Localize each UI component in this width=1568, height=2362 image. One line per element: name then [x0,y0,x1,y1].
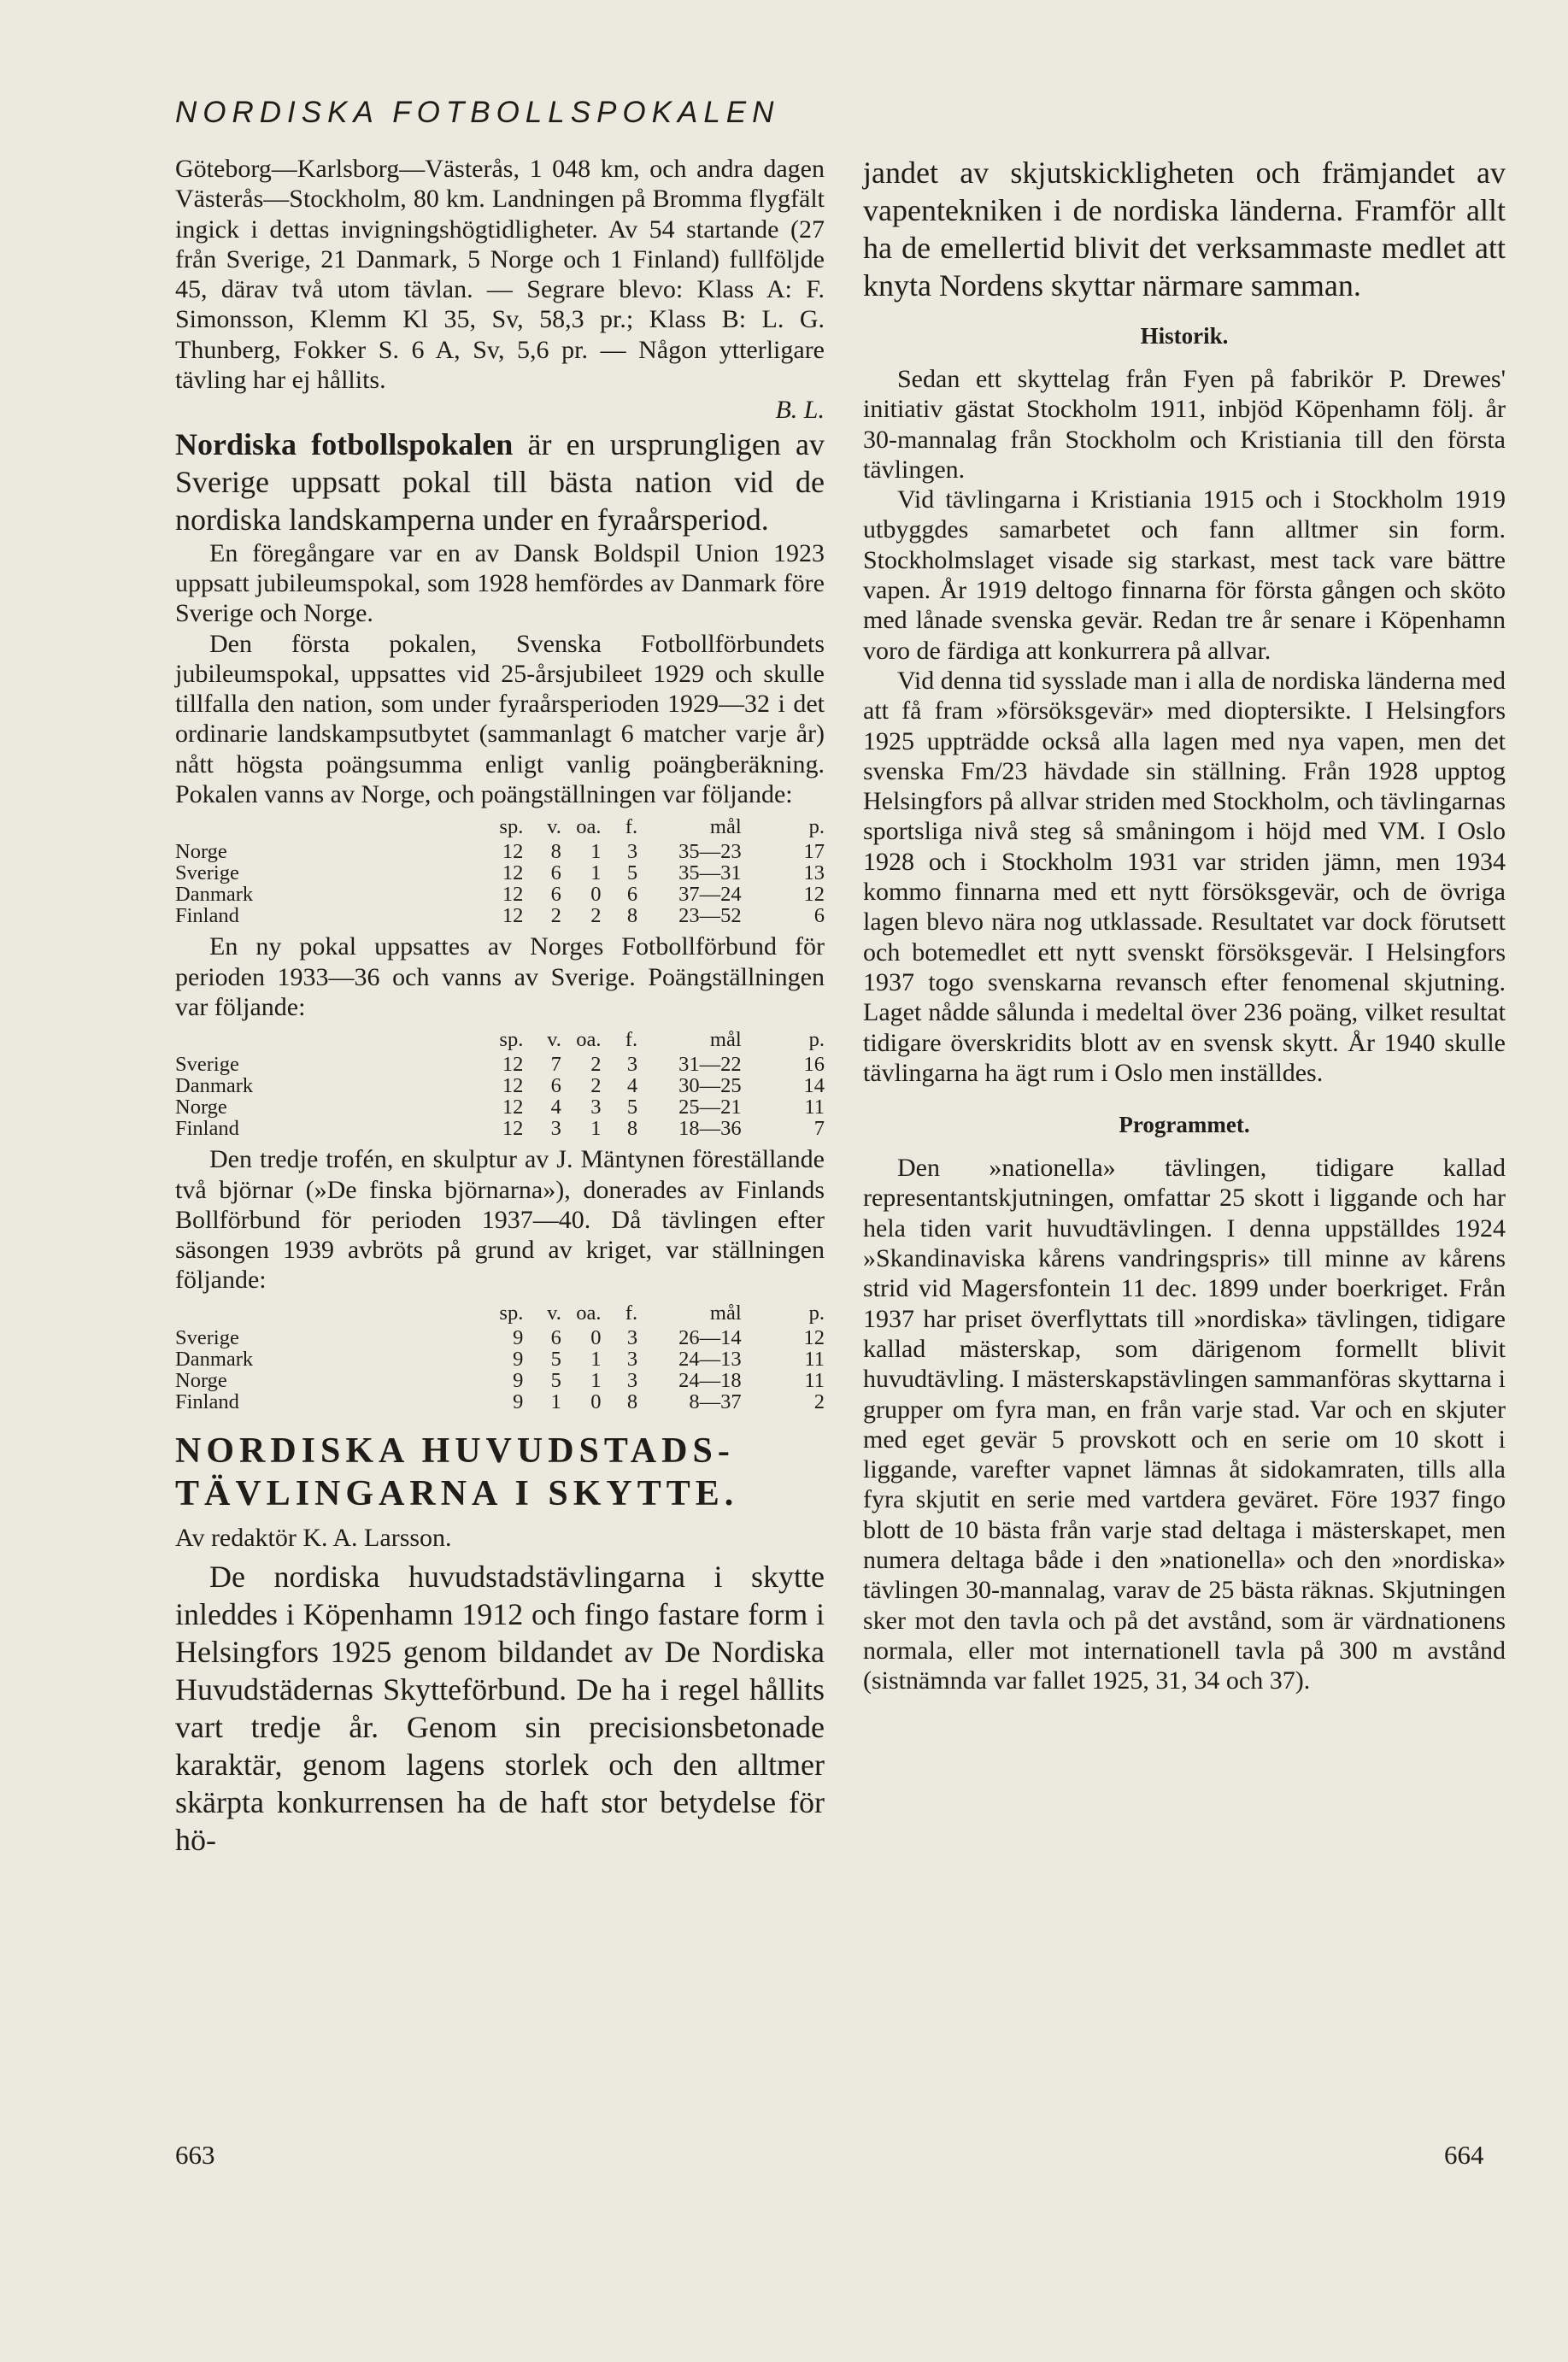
col-header: mål [709,1028,742,1052]
col-header: p. [808,1028,825,1052]
team-cell: Sverige [175,861,239,885]
value-cell: 5 [626,1096,638,1119]
value-cell: 3 [626,840,638,864]
value-cell: 6 [813,904,825,928]
value-cell: 11 [804,1096,825,1119]
standings-table-1937-40 [175,1302,825,1413]
value-cell: 2 [590,1053,602,1077]
value-cell: 6 [550,1074,561,1098]
paragraph-1: En föregångare var en av Dansk Boldspil Union 1923 uppsatt jubileumspokal, som 1928 hemfördes av Danmark före Sverige och Norge. [175,538,825,628]
left-column [175,154,825,1859]
value-cell: 1 [590,1368,602,1392]
table-row [175,905,825,926]
value-cell: 12 [502,883,524,907]
value-cell: 6 [550,883,561,907]
col-header: v. [547,1028,561,1052]
value-cell: 18—36 [678,1117,742,1141]
value-cell: 7 [550,1053,561,1077]
value-cell: 24—13 [678,1347,742,1371]
team-cell: Danmark [175,1347,254,1371]
table-row [175,1054,825,1075]
page-number-right: 664 [1444,2140,1484,2170]
table-row [175,1075,825,1096]
value-cell: 3 [626,1368,638,1392]
team-cell: Norge [175,1096,227,1119]
team-cell: Finland [175,1117,239,1141]
col-header: f. [625,815,638,839]
value-cell: 31—22 [678,1053,742,1077]
team-cell: Sverige [175,1053,239,1077]
table-row [175,1391,825,1413]
intro-signature: B. L. [775,396,825,425]
table-header-row [175,816,825,841]
team-cell: Finland [175,904,239,928]
value-cell: 35—31 [678,861,742,885]
pokal-title: Nordiska fotbollspokalen [175,426,514,461]
right-column [863,154,1506,1695]
pokal-intro-text: är en ursprungligen av Sverige uppsatt pokal till bästa nation vid de nordiska landskamperna under en fyraårsperiod. [175,426,825,537]
col-header: mål [709,1301,742,1325]
standings-table-1933-36 [175,1029,825,1139]
team-cell: Norge [175,1368,227,1392]
col-header: oa. [576,1301,602,1325]
team-cell: Danmark [175,1074,254,1098]
value-cell: 12 [502,1117,524,1141]
value-cell: 1 [590,861,602,885]
section-title-line-2: TÄVLINGARNA I SKYTTE. [175,1473,739,1513]
value-cell: 8 [550,840,561,864]
history-paragraph-3: Vid denna tid sysslade man i alla de nordiska länderna med att få fram »försöksgevär» med dioptersikte. I Helsingfors 1925 uppträdde också alla lagen med nya vapen, men det svenska Fm/23 hävdade sin ställning. Från 1928 upptog Helsingfors på allvar striden med Stockholm, och tävlingarnas sportsliga nivå steg så småningom i höjd med VM. I Oslo 1928 och i Stockholm 1931 var striden jämn, men 1934 kommo finnarna med ett nytt försöksgevär, och de övriga lagen blevo nära nog utklassade. Resultatet var dock förutsett och botemedlet ett nytt svenskt försöksgevär. I Helsingfors 1937 togo svenskarna revansch efter fenomenal skjutning. Laget nådde sålunda i medeltal över 236 poäng, vilket resultat tidigare överskridits blott av en svensk skytt. År 1940 skulle tävlingarna ha ägt rum i Oslo men inställdes. [863,666,1506,1087]
value-cell: 13 [803,861,825,885]
value-cell: 9 [513,1390,524,1413]
history-paragraph-2: Vid tävlingarna i Kristiania 1915 och i Stockholm 1919 utbyggdes samarbetet och fann alltmer sin form. Stockholmslaget visade sig starkast, mest tack vare bättre vapen. År 1919 deltogo finnarna för första gången och sköto med lånade svenska gevär. Redan tre år senare i Köpenhamn voro de färdiga att konkurrera på allvar. [863,485,1506,665]
section-title [175,1430,825,1515]
value-cell: 2 [550,904,561,928]
value-cell: 26—14 [678,1325,742,1349]
value-cell: 12 [502,840,524,864]
value-cell: 16 [803,1053,825,1077]
paragraph-4: Den tredje trofén, en skulptur av J. Mäntynen föreställande två björnar (»De finska björnarna»), donerades av Finlands Bollförbund för perioden 1937—40. Då tävlingen efter säsongen 1939 avbröts på grund av kriget, var ställningen följande: [175,1145,825,1295]
value-cell: 3 [626,1325,638,1349]
value-cell: 2 [813,1390,825,1413]
value-cell: 14 [803,1074,825,1098]
col-header: sp. [499,1028,524,1052]
value-cell: 3 [626,1053,638,1077]
table-header-row [175,1302,825,1327]
value-cell: 24—18 [678,1368,742,1392]
intro-paragraph: Göteborg—Karlsborg—Västerås, 1 048 km, och andra dagen Västerås—Stockholm, 80 km. Landningen på Bromma flygfält ingick i dettas invigningshögtidligheter. Av 54 startande (27 från Sverige, 21 Danmark, 5 Norge och 1 Finland) fullföljde 45, därav två utom tävlan. — Segrare blevo: Klass A: F. Simonsson, Klemm Kl 35, Sv, 58,3 pr.; Klass B: L. G. Thunberg, Fokker S. 6 A, Sv, 5,6 pr. — Någon ytterligare tävling har ej hållits. [175,155,825,395]
value-cell: 6 [626,883,638,907]
value-cell: 0 [590,883,602,907]
running-header: NORDISKA FOTBOLLSPOKALEN [175,96,780,129]
value-cell: 2 [590,904,602,928]
table-row [175,862,825,884]
value-cell: 3 [590,1096,602,1119]
value-cell: 8 [626,1390,638,1413]
col-header: f. [625,1301,638,1325]
value-cell: 5 [550,1347,561,1371]
team-cell [175,816,489,841]
byline: Av redaktör K. A. Larsson. [175,1523,452,1552]
table-row [175,1096,825,1118]
program-paragraph: Den »nationella» tävlingen, tidigare kallad representantskjutningen, omfattar 25 skott i liggande och har hela tiden varit huvudtävlingen. I denna uppställdes 1924 »Skandinaviska kårens vandringspris» till minne av kårens strid vid Magersfontein 11 dec. 1899 under boerkriget. Från 1937 har priset överflyttats till »nordiska» tävlingen, tidigare kallad mästerskap, som därigenom formellt blivit huvudtävling. I mästerskapstävlingen sammanföras skyttarna i grupper om fyra man, en från varje stad. Var och en skjuter med eget gevär 5 provskott och en serie om 10 skott i liggande, varefter vapnet lämnas åt sidokamraten, tills alla fyra skjutit en serie med vartdera geväret. Före 1937 fingo blott de 10 bästa från varje stad deltaga i mästerskapet, men numera deltaga både i den »nationella» och den »nordiska» tävlingen 30-mannalag, varav de 25 bästa räknas. Skjutningen sker mot den tavla och på det avstånd, som är värdnationens normala, eller mot internationell tavla på 300 m avstånd (sistnämnda var fallet 1925, 31, 34 och 37). [863,1154,1506,1695]
team-cell: Danmark [175,883,254,907]
value-cell: 9 [513,1325,524,1349]
value-cell: 9 [513,1347,524,1371]
value-cell: 4 [550,1096,561,1119]
section-title-line-1: NORDISKA HUVUDSTADS- [175,1431,735,1471]
col-header: sp. [499,815,524,839]
col-header: v. [547,815,561,839]
value-cell: 5 [550,1368,561,1392]
table-row [175,1327,825,1348]
table-row [175,884,825,905]
value-cell: 12 [803,1325,825,1349]
value-cell: 0 [590,1390,602,1413]
table-header-row [175,1029,825,1054]
team-cell: Finland [175,1390,239,1413]
value-cell: 8—37 [689,1390,742,1413]
value-cell: 30—25 [678,1074,742,1098]
value-cell: 4 [626,1074,638,1098]
paragraph-5: De nordiska huvudstadstävlingarna i skytte inleddes i Köpenhamn 1912 och fingo fastare form i Helsingfors 1925 genom bildandet av De Nordiska Huvudstädernas Skytteförbund. De ha i regel hållits vart tredje år. Genom sin precisionsbetonade karaktär, genom lagens storlek och den alltmer skärpta konkurrensen ha de haft stor betydelse för hö- [175,1559,825,1857]
value-cell: 3 [626,1347,638,1371]
value-cell: 35—23 [678,840,742,864]
value-cell: 8 [626,904,638,928]
value-cell: 1 [590,840,602,864]
table-row [175,841,825,862]
history-paragraph-1: Sedan ett skyttelag från Fyen på fabrikör P. Drewes' initiativ gästat Stockholm 1911, inbjöd Köpenhamn följ. år 30-mannalag från Stockholm och Kristiania till den första tävlingen. [863,365,1506,484]
col-header: mål [709,815,742,839]
value-cell: 37—24 [678,883,742,907]
value-cell: 23—52 [678,904,742,928]
value-cell: 1 [590,1117,602,1141]
subheading-historik: Historik. [1140,323,1229,349]
team-cell: Norge [175,840,227,864]
value-cell: 2 [590,1074,602,1098]
value-cell: 25—21 [678,1096,742,1119]
value-cell: 5 [626,861,638,885]
value-cell: 12 [502,861,524,885]
value-cell: 12 [502,1074,524,1098]
value-cell: 7 [813,1117,825,1141]
pokal-intro-paragraph [175,426,825,538]
value-cell: 9 [513,1368,524,1392]
value-cell: 17 [803,840,825,864]
paragraph-3: En ny pokal uppsattes av Norges Fotbollförbund för perioden 1933—36 och vanns av Sverige. Poängställningen var följande: [175,932,825,1021]
col-header: v. [547,1301,561,1325]
subheading-programmet: Programmet. [1119,1112,1250,1138]
continuation-paragraph: jandet av skjutskickligheten och främjandet av vapentekniken i de nordiska länderna. Framför allt ha de emellertid blivit det verksammaste medlet att knyta Nordens skyttar närmare samman. [863,156,1506,303]
value-cell: 6 [550,1325,561,1349]
value-cell: 12 [502,904,524,928]
table-row [175,1348,825,1370]
table-row [175,1370,825,1391]
page-number-left: 663 [175,2140,215,2170]
value-cell: 11 [804,1347,825,1371]
table-row [175,1118,825,1139]
col-header: sp. [499,1301,524,1325]
col-header: f. [625,1028,638,1052]
value-cell: 11 [804,1368,825,1392]
team-cell: Sverige [175,1325,239,1349]
team-cell [175,1302,489,1327]
paragraph-2: Den första pokalen, Svenska Fotbollförbundets jubileumspokal, uppsattes vid 25-årsjubileet 1929 och skulle tillfalla den nation, som under fyraårsperioden 1929—32 i det ordinarie landskampsutbytet (sammanlagt 6 matcher varje år) nått högsta poängsumma enligt vanlig poängberäkning. Pokalen vanns av Norge, och poängställningen var följande: [175,629,825,809]
value-cell: 1 [550,1390,561,1413]
col-header: oa. [576,815,602,839]
value-cell: 0 [590,1325,602,1349]
value-cell: 3 [550,1117,561,1141]
col-header: oa. [576,1028,602,1052]
col-header: p. [808,815,825,839]
value-cell: 8 [626,1117,638,1141]
value-cell: 12 [803,883,825,907]
standings-table-1929-32 [175,816,825,926]
value-cell: 12 [502,1053,524,1077]
team-cell [175,1029,489,1054]
value-cell: 6 [550,861,561,885]
value-cell: 1 [590,1347,602,1371]
col-header: p. [808,1301,825,1325]
value-cell: 12 [502,1096,524,1119]
